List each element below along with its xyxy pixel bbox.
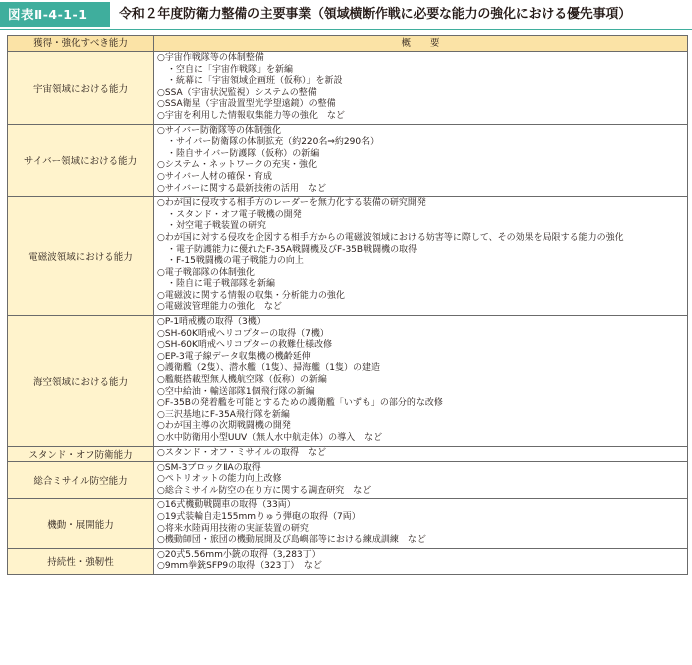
- summary-line: ○電磁波に関する情報の収集・分析能力の強化: [157, 290, 345, 301]
- summary-line: ○スタンド・オフ・ミサイルの取得 など: [157, 447, 326, 458]
- capability-category: 総合ミサイル防空能力: [8, 461, 154, 499]
- summary-line: ○電磁波管理能力の強化 など: [157, 302, 282, 313]
- capability-category: 宇宙領域における能力: [8, 52, 154, 125]
- summary-line: ○艦艇搭載型無人機航空隊（仮称）の新編: [157, 375, 327, 386]
- summary-line: ○SSA（宇宙状況監視）システムの整備: [157, 87, 317, 98]
- summary-line: ・対空電子戦装置の研究: [167, 221, 267, 232]
- summary-line: ○空中給油・輸送部隊1個飛行隊の新編: [157, 386, 315, 397]
- summary-line: ○ペトリオットの能力向上改修: [157, 474, 282, 485]
- summary-line: ○電子戦部隊の体制強化: [157, 267, 255, 278]
- summary-line: ○サイバー人材の確保・育成: [157, 171, 273, 182]
- summary-line: ○将来水陸両用技術の実証装置の研究: [157, 523, 309, 534]
- summary-line: ・電子防護能力に優れたF-35A戦闘機及びF-35B戦闘機の取得: [167, 244, 418, 255]
- summary-line: ・スタンド・オフ電子戦機の開発: [167, 209, 302, 220]
- summary-line: ○P-1哨戒機の取得（3機）: [157, 317, 266, 328]
- summary-line: ○SSA衛星（宇宙設置型光学望遠鏡）の整備: [157, 99, 336, 110]
- figure-header: [0, 0, 692, 30]
- table-body: [8, 52, 688, 575]
- summary-cell: [154, 316, 688, 447]
- summary-line: ・陸自サイバー防護隊（仮称）の新編: [167, 148, 320, 159]
- summary-line: ○F-35Bの発着艦を可能とするための護衛艦「いずも」の部分的な改修: [157, 398, 443, 409]
- capability-category: 機動・展開能力: [8, 499, 154, 548]
- summary-line: ・サイバー防衛隊の体制拡充（約220名⇒約290名）: [167, 137, 380, 148]
- column-header-capability: 獲得・強化すべき能力: [8, 36, 154, 52]
- summary-line: ・陸自に電子戦部隊を新編: [167, 279, 276, 290]
- summary-line: ○サイバー防衛隊等の体制強化: [157, 125, 282, 136]
- table-row: [8, 316, 688, 447]
- summary-line: ○SH-60K哨戒ヘリコプターの取得（7機）: [157, 328, 329, 339]
- column-header-summary: 概 要: [154, 36, 688, 52]
- summary-cell: [154, 197, 688, 316]
- summary-line: ○システム・ネットワークの充実・強化: [157, 160, 317, 171]
- summary-line: ○総合ミサイル防空の在り方に関する調査研究 など: [157, 485, 372, 496]
- summary-cell: [154, 124, 688, 197]
- summary-line: ○SM-3ブロックⅡAの取得: [157, 462, 261, 473]
- summary-line: ○宇宙作戦隊等の体制整備: [157, 53, 264, 63]
- figure-label: 図表Ⅱ-4-1-1: [0, 2, 110, 27]
- header-rule: [0, 29, 692, 30]
- summary-cell: [154, 461, 688, 499]
- summary-line: ・空自に「宇宙作戦隊」を新編: [167, 64, 294, 75]
- summary-line: ○三沢基地にF-35A飛行隊を新編: [157, 409, 290, 420]
- table-row: [8, 197, 688, 316]
- table-row: [8, 124, 688, 197]
- table-row: [8, 499, 688, 548]
- capability-category: 電磁波領域における能力: [8, 197, 154, 316]
- summary-line: ・F-15戦闘機の電子戦能力の向上: [167, 256, 304, 267]
- summary-cell: [154, 548, 688, 574]
- table-row: [8, 548, 688, 574]
- summary-line: ○わが国に侵攻する相手方のレーダーを無力化する装備の研究開発: [157, 198, 426, 209]
- summary-line: ○わが国に対する侵攻を企図する相手方からの電磁波領域における妨害等に際して、その効果を局限する能力の強化: [157, 232, 624, 243]
- summary-line: ○20式5.56mm小銃の取得（3,283丁）: [157, 549, 321, 560]
- summary-line: ○水中防衛用小型UUV（無人水中航走体）の導入 など: [157, 433, 383, 443]
- table-row: [8, 52, 688, 125]
- capability-category: 海空領域における能力: [8, 316, 154, 447]
- summary-line: ○SH-60K哨戒ヘリコプターの救難仕様改修: [157, 340, 333, 351]
- summary-line: ○EP-3電子線データ収集機の機齢延伸: [157, 351, 311, 362]
- capability-category: 持続性・強靭性: [8, 548, 154, 574]
- summary-line: ○19式装輪自走155mmりゅう弾砲の取得（7両）: [157, 511, 361, 522]
- summary-cell: [154, 52, 688, 125]
- priority-projects-table: [7, 35, 688, 575]
- summary-line: ○護衛艦（2隻）、潜水艦（1隻）、掃海艦（1隻）の建造: [157, 363, 381, 374]
- figure-title: 令和２年度防衛力整備の主要事業（領域横断作戦に必要な能力の強化における優先事項）: [119, 7, 632, 22]
- summary-cell: [154, 499, 688, 548]
- summary-line: ○サイバーに関する最新技術の活用 など: [157, 183, 327, 194]
- table-row: [8, 446, 688, 461]
- summary-line: ○宇宙を利用した情報収集能力等の強化 など: [157, 110, 345, 121]
- summary-line: ○9mm拳銃SFP9の取得（323丁） など: [157, 561, 322, 572]
- capability-category: スタンド・オフ防衛能力: [8, 446, 154, 461]
- summary-line: ○16式機動戦闘車の取得（33両）: [157, 500, 296, 511]
- summary-line: ○機動師団・旅団の機動展開及び島嶼部等における練成訓練 など: [157, 535, 426, 546]
- summary-line: ・統幕に「宇宙領域企画班（仮称）」を新設: [167, 76, 343, 87]
- capability-category: サイバー領域における能力: [8, 124, 154, 197]
- table-header-row: [8, 36, 688, 52]
- table-row: [8, 461, 688, 499]
- summary-line: ○わが国主導の次期戦闘機の開発: [157, 421, 291, 432]
- summary-cell: [154, 446, 688, 461]
